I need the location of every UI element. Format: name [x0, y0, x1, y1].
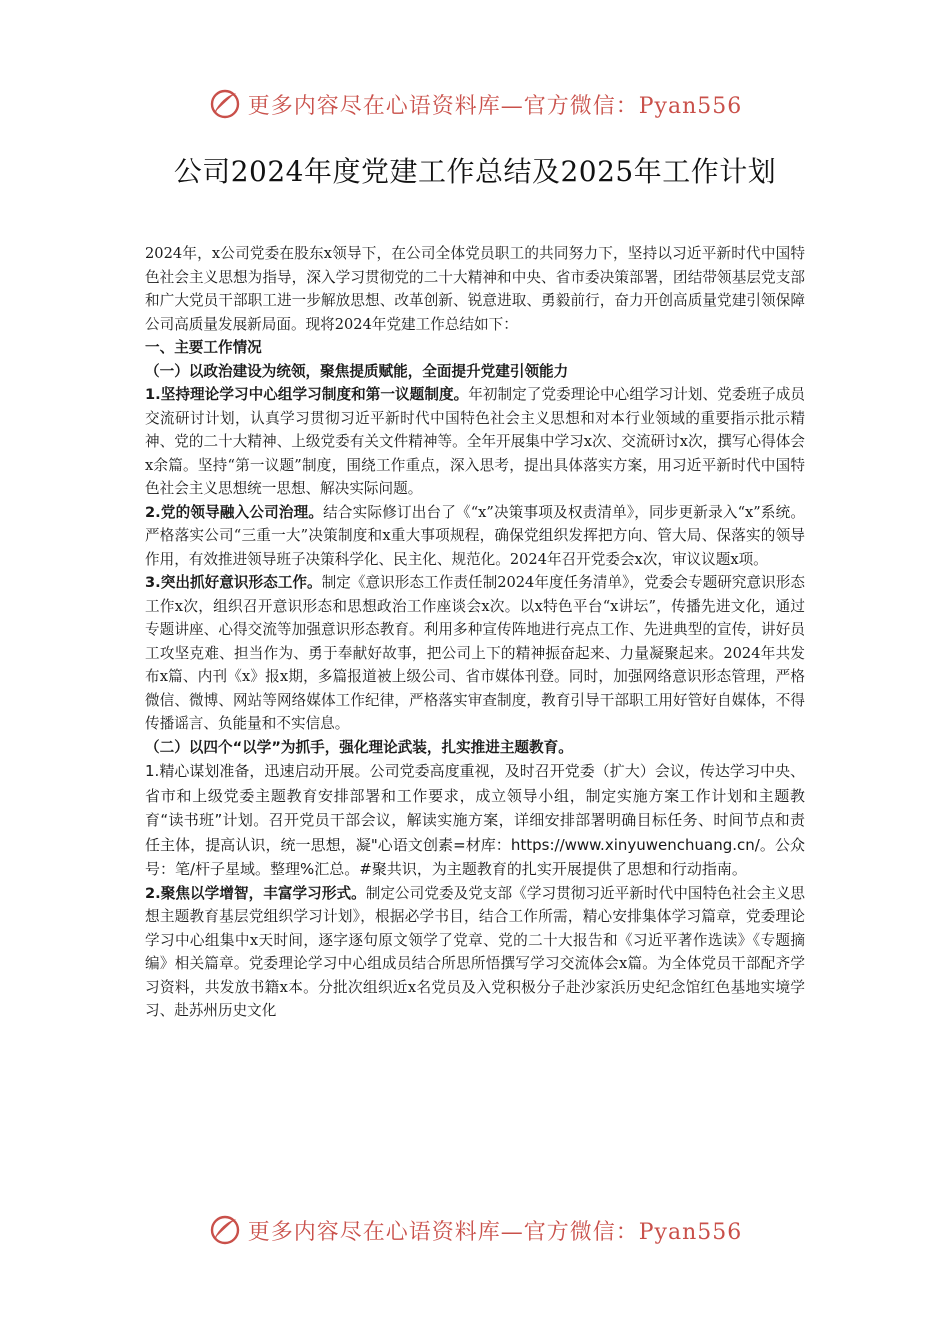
- list-item: [145, 759, 805, 882]
- item-text: 1.精心谋划准备，迅速启动开展。公司党委高度重视，及时召开党委（扩大）会议，传达学习中央、省市和上级党委主题教育安排部署和工作要求，成立领导小组，制定实施方案工作计划和主题教育“读书班”计划。召开党员干部会议，解读实施方案，详细安排部署明确目标任务、时间节点和责任主体，提高认识，统一思想，凝"心语文创素=材库：https://www.xinyuwenchuang.cn/。公众号：笔/杆子星域。整理%汇总。#聚共识，为主题教育的扎实开展提供了思想和行动指南。: [145, 762, 805, 878]
- document-body: [145, 242, 805, 1023]
- banner-text: 更多内容尽在心语资料库—官方微信：Pyan556: [247, 93, 743, 119]
- header-banner: [0, 86, 950, 122]
- item-lead: 2.聚焦以学增智，丰富学习形式。: [145, 884, 366, 902]
- banner-text: 更多内容尽在心语资料库—官方微信：Pyan556: [247, 1219, 743, 1245]
- list-item: [145, 383, 805, 501]
- item-text: 年初制定了党委理论中心组学习计划、党委班子成员交流研讨计划，认真学习贯彻习近平新时代中国特色社会主义思想和对本行业领域的重要指示批示精神、党的二十大精神、上级党委有关文件精神等。全年开展集中学习x次、交流研讨x次，撰写心得体会x余篇。坚持“第一议题”制度，围绕工作重点，深入思考，提出具体落实方案，用习近平新时代中国特色社会主义思想统一思想、解决实际问题。: [145, 386, 805, 497]
- item-lead: 2.党的领导融入公司治理。: [145, 503, 324, 521]
- page-title: 公司2024年度党建工作总结及2025年工作计划: [173, 155, 777, 188]
- item-lead: 3.突出抓好意识形态工作。: [145, 574, 322, 591]
- subsection-heading: （一）以政治建设为统领，聚焦提质赋能，全面提升党建引领能力: [145, 362, 569, 380]
- section-heading: 一、主要工作情况: [145, 339, 262, 356]
- item-lead: 1.坚持理论学习中心组学习制度和第一议题制度。: [145, 386, 469, 403]
- item-text: 制定《意识形态工作责任制2024年度任务清单》，党委会专题研究意识形态工作x次，组织召开意识形态和思想政治工作座谈会x次。以x特色平台“x讲坛”，传播先进文化，通过专题讲座、心得交流等加强意识形态教育。利用多种宣传阵地进行亮点工作、先进典型的宣传，讲好员工攻坚克难、担当作为、勇于奉献好故事，把公司上下的精神振奋起来、力量凝聚起来。2024年共发布x篇、内刊《x》报x期，多篇报道被上级公司、省市媒体刊登。同时，加强网络意识形态管理，严格微信、微博、网站等网络媒体工作纪律，严格落实审查制度，教育引导干部职工用好管好自媒体，不得传播谣言、负能量和不实信息。: [145, 574, 805, 732]
- footer-banner: [0, 1212, 950, 1248]
- item-text: 制定公司党委及党支部《学习贯彻习近平新时代中国特色社会主义思想主题教育基层党组织学习计划》，根据必学书目，结合工作所需，精心安排集体学习篇章，党委理论学习中心组集中x天时间，逐字逐句原文领学了党章、党的二十大报告和《习近平著作选读》《专题摘编》相关篇章。党委理论学习中心组成员结合所思所悟撰写学习交流体会x篇。为全体党员干部配齐学习资料，共发放书籍x本。分批次组织近x名党员及入党积极分子赴沙家浜历史纪念馆红色基地实境学习、赴苏州历史文化: [145, 884, 805, 1019]
- item-text: 结合实际修订出台了《“x”决策事项及权责清单》，同步更新录入“x”系统。严格落实公司“三重一大”决策制度和x重大事项规程，确保党组织发挥把方向、管大局、保落实的领导作用，有效推进领导班子决策科学化、民主化、规范化。2024年召开党委会x次，审议议题x项。: [145, 503, 805, 568]
- list-item: [145, 501, 805, 572]
- logo-icon: [208, 1213, 242, 1247]
- intro-paragraph: 2024年，x公司党委在股东x领导下，在公司全体党员职工的共同努力下，坚持以习近平新时代中国特色社会主义思想为指导，深入学习贯彻党的二十大精神和中央、省市委决策部署，团结带领基层党支部和广大党员干部职工进一步解放思想、改革创新、锐意进取、勇毅前行，奋力开创高质量党建引领保障公司高质量发展新局面。现将2024年党建工作总结如下：: [145, 245, 805, 333]
- subsection-heading: （二）以四个“以学”为抓手，强化理论武装，扎实推进主题教育。: [145, 738, 573, 756]
- logo-icon: [208, 87, 242, 121]
- list-item: [145, 882, 805, 1023]
- list-item: [145, 571, 805, 736]
